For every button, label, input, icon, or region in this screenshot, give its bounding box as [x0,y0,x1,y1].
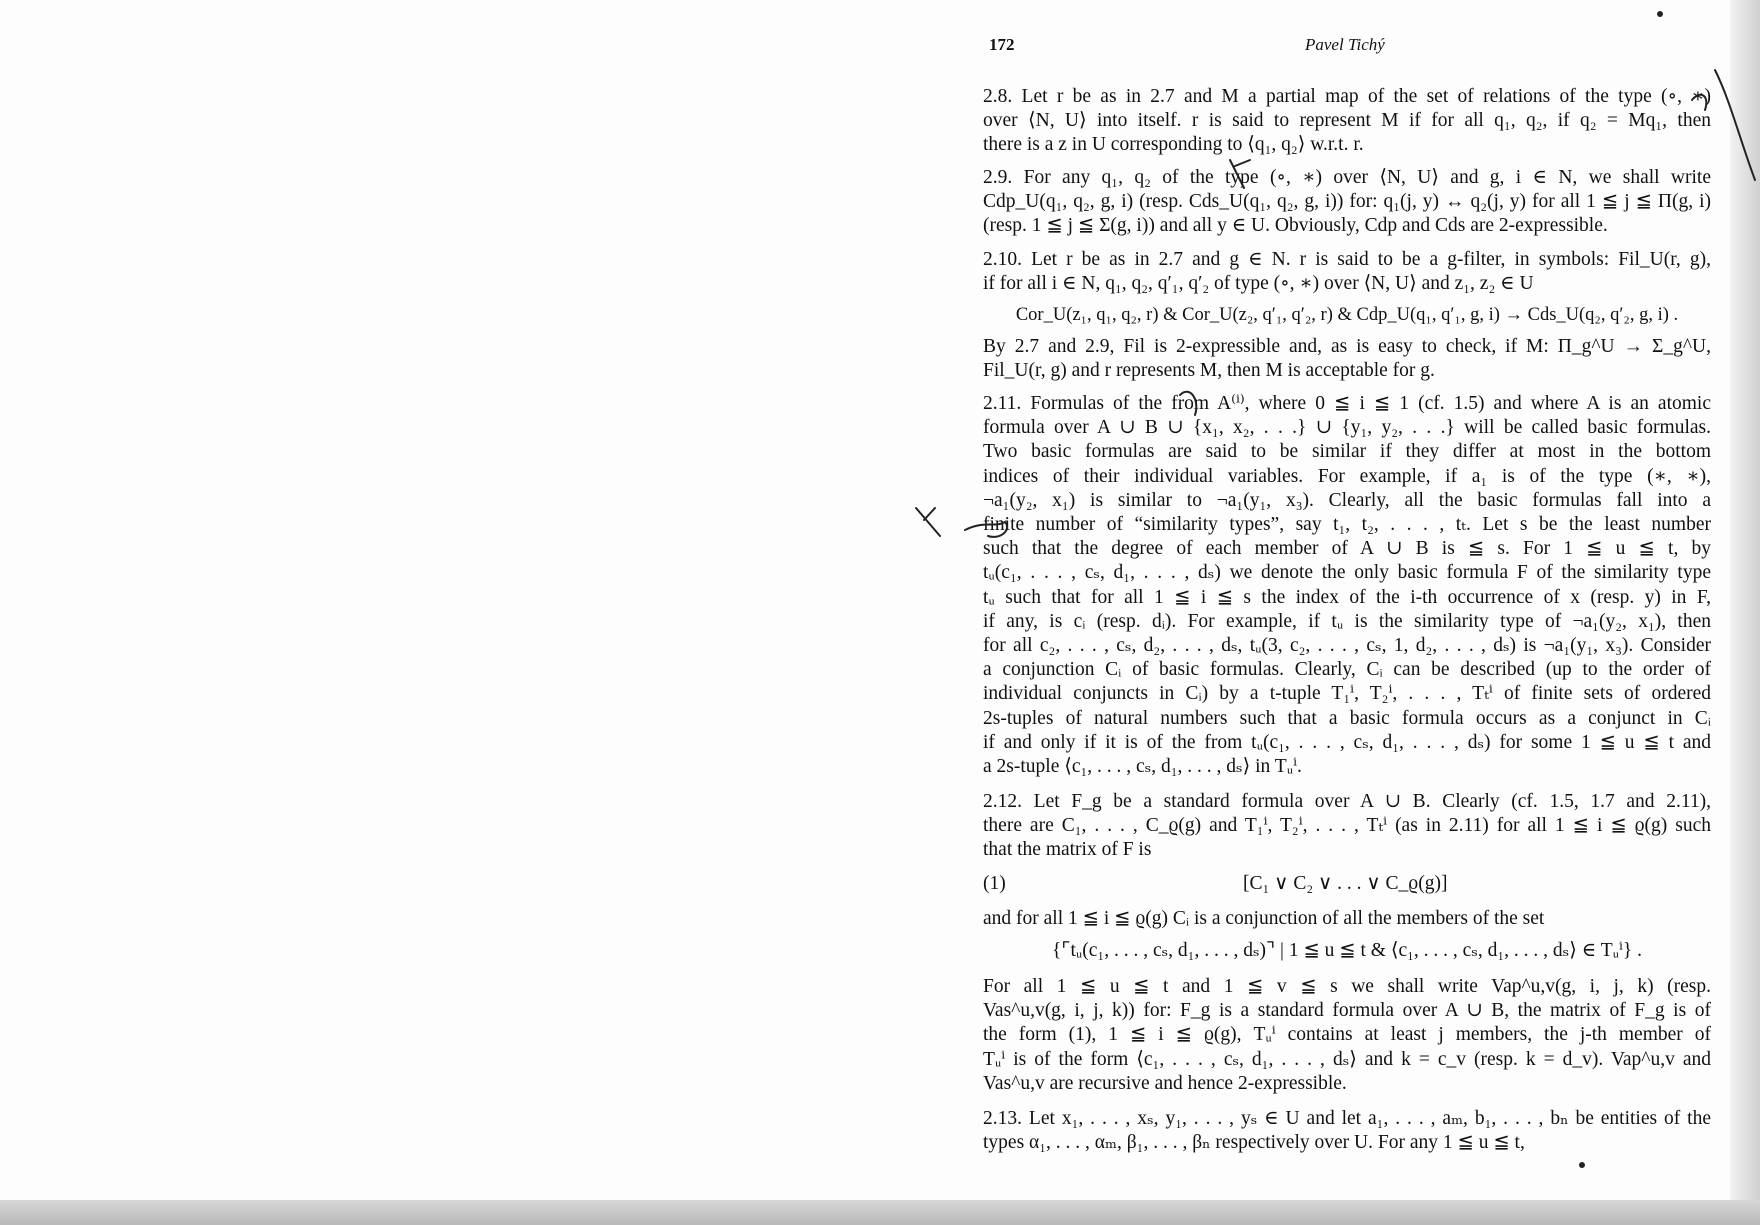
text-line: For all 1 ≦ u ≦ t and 1 ≦ v ≦ s we shall write Vap^u,v(g, i, j, k) (resp. [983,976,1711,997]
text-line: 2.12. Let F_g be a standard formula over A ∪ B. Clearly (cf. 1.5, 1.7 and 2.11), [983,791,1711,812]
text-line: By 2.7 and 2.9, Fil is 2-expressible and, as is easy to check, if M: Π_g^U → Σ_g^U, [983,336,1711,357]
text-line: 2.10. Let r be as in 2.7 and g ∈ N. r is said to be a g-filter, in symbols: Fil_U(r, g), [983,249,1711,270]
text-line: ¬a₁(y₂, x₁) is similar to ¬a₁(y₁, x₃). Clearly, all the basic formulas fall into a [983,489,1711,511]
text-line: if for all i ∈ N, q₁, q₂, q′₁, q′₂ of type (∘, ∗) over ⟨N, U⟩ and z₁, z₂ ∈ U [983,273,1534,295]
text-line: there is a z in U corresponding to ⟨q₁, q₂⟩ w.r.t. r. [983,134,1364,156]
text-line: finite number of “similarity types”, say t₁, t₂, . . . , tₜ. Let s be the least number [983,514,1711,536]
text-line: formula over A ∪ B ∪ {x₁, x₂, . . .} ∪ {y₁, y₂, . . .} will be called basic formulas. [983,417,1711,439]
margin-pen-mark [916,508,940,536]
paragraph-vap-vas [983,975,1711,1096]
text-line: 2s-tuples of natural numbers such that a basic formula occurs as a conjunct in Cᵢ [983,707,1711,729]
text-line: Two basic formulas are said to be similar if they differ at most in the bottom [983,441,1711,463]
section-2-9 [983,166,1711,239]
equation-body: [C₁ ∨ C₂ ∨ . . . ∨ C_ϱ(g)] [1243,873,1448,894]
text-line: 2.11. Formulas of the from A⁽ⁱ⁾, where 0 ≦ i ≦ 1 (cf. 1.5) and where A is an atomic [983,393,1711,414]
text-line: a conjunction Cᵢ of basic formulas. Clearly, Cᵢ can be described (up to the order of [983,659,1711,681]
paragraph-fil [983,335,1711,383]
text-line: and for all 1 ≦ i ≦ ϱ(g) Cᵢ is a conjunction of all the members of the set [983,908,1545,929]
text-line: the form (1), 1 ≦ i ≦ ϱ(g), Tᵤⁱ contains at least j members, the j-th member of [983,1024,1711,1046]
section-2-11 [983,392,1711,779]
text-line: over ⟨N, U⟩ into itself. r is said to represent M if for all q₁, q₂, if q₂ = Mq₁, then [983,110,1711,132]
display-formula-set: {⌜tᵤ(c₁, . . . , cₛ, d₁, . . . , dₛ)⌝ | 1 ≦ u ≦ t & ⟨c₁, . . . , cₛ, d₁, . . . , dₛ⟩ ∈ Tᵤⁱ} . [1051,940,1643,961]
text-line: if and only if it is of the from tᵤ(c₁, . . . , cₛ, d₁, . . . , dₛ) for some 1 ≦ u ≦ t and [983,731,1711,753]
text-line: there are C₁, . . . , C_ϱ(g) and T₁ⁱ, T₂ⁱ, . . . , Tₜⁱ (as in 2.11) for all 1 ≦ i ≦ ϱ(g) such [983,815,1711,837]
text-line: indices of their individual variables. For example, if a₁ is of the type (∗, ∗), [983,465,1711,487]
text-line: individual conjuncts in Cᵢ) by a t-tuple T₁ⁱ, T₂ⁱ, . . . , Tₜⁱ of finite sets of ordered [983,683,1711,705]
text-line: Vas^u,v(g, i, j, k)) for: F_g is a standard formula over A ∪ B, the matrix of F_g is of [983,1000,1711,1022]
text-line: Fil_U(r, g) and r represents M, then M is acceptable for g. [983,360,1435,382]
text-line: if any, is cᵢ (resp. dᵢ). For example, if tᵤ is the similarity type of ¬a₁(y₂, x₁), then [983,610,1711,632]
section-2-12 [983,790,1711,863]
text-line: for all c₂, . . . , cₛ, d₂, . . . , dₛ, tᵤ(3, c₂, . . . , cₛ, 1, d₂, . . . , dₛ) is ¬a₁(y₁, x₃). Consider [983,635,1711,657]
ink-dot [1579,1162,1585,1168]
section-2-8 [983,85,1711,158]
paragraph-conjunction [983,907,1711,931]
text-line: (resp. 1 ≦ j ≦ Σ(g, i)) and all y ∈ U. Obviously, Cdp and Cds are 2-expressible. [983,215,1608,237]
display-formula-cor: Cor_U(z₁, q₁, q₂, r) & Cor_U(z₂, q′₁, q′₂, r) & Cdp_U(q₁, q′₁, g, i) → Cds_U(q₂, q′₂, g, i) . [1015,305,1679,325]
text-line: 2.9. For any q₁, q₂ of the type (∘, ∗) over ⟨N, U⟩ and g, i ∈ N, we shall write [983,167,1711,188]
page-number: 172 [989,35,1015,54]
ink-dot [1657,11,1663,17]
text-line: types α₁, . . . , αₘ, β₁, . . . , βₙ respectively over U. For any 1 ≦ u ≦ t, [983,1132,1525,1154]
text-line: that the matrix of F is [983,839,1152,861]
scanner-bottom-strip [0,1200,1760,1225]
text-line: tᵤ(c₁, . . . , cₛ, d₁, . . . , dₛ) we denote the only basic formula F of the similarity type [983,562,1711,584]
text-line: 2.8. Let r be as in 2.7 and M a partial map of the set of relations of the type (∘, ∗) [983,86,1711,107]
section-2-13 [983,1107,1711,1155]
page-edge-shadow [1730,0,1760,1200]
text-line: a 2s-tuple ⟨c₁, . . . , cₛ, d₁, . . . , dₛ⟩ in Tᵤⁱ. [983,756,1302,778]
text-line: Tᵤⁱ is of the form ⟨c₁, . . . , cₛ, d₁, . . . , dₛ⟩ and k = c_v (resp. k = d_v). Vap^u,v and [983,1048,1711,1070]
equation-1 [983,872,1711,898]
text-line: Cdp_U(q₁, q₂, g, i) (resp. Cds_U(q₁, q₂, g, i)) for: q₁(j, y) ↔ q₂(j, y) for all 1 ≦ j ≦ Π(g, i) [983,191,1711,213]
section-2-10 [983,248,1711,296]
equation-number: (1) [983,873,1006,894]
text-line: tᵤ such that for all 1 ≦ i ≦ s the index of the i-th occurrence of x (resp. y) in F, [983,586,1711,608]
text-line: 2.13. Let x₁, . . . , xₛ, y₁, . . . , yₛ ∈ U and let a₁, . . . , aₘ, b₁, . . . , bₙ be entities of the [983,1108,1711,1129]
running-head: Pavel Tichý [1305,35,1385,54]
page-header [989,35,1709,59]
text-line: such that the degree of each member of A ∪ B is ≦ s. For 1 ≦ u ≦ t, by [983,538,1711,560]
text-line: Vas^u,v are recursive and hence 2-expressible. [983,1072,1347,1094]
